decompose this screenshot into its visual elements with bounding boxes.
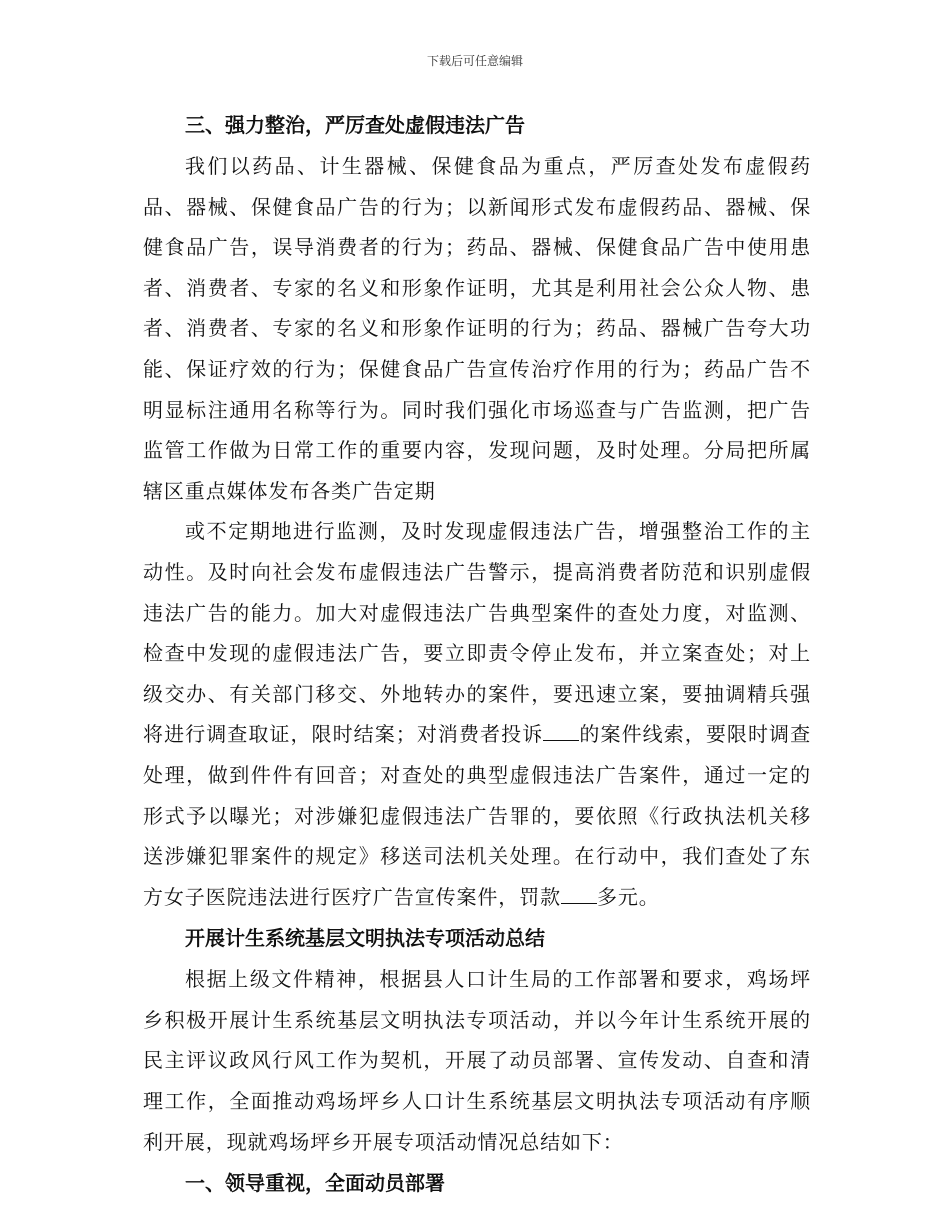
summary-title: 开展计生系统基层文明执法专项活动总结 bbox=[185, 926, 545, 951]
page-header: 下载后可任意编辑 bbox=[426, 54, 523, 68]
blank-underline bbox=[561, 883, 597, 904]
blank-underline bbox=[543, 720, 579, 741]
section-1-heading: 一、领导重视，全面动员部署 bbox=[185, 1171, 445, 1196]
paragraph-text: 的案件线索，要限时调查处理，做到件件有回音；对查处的典型虚假违法广告案件，通过一定的形式予以曝光；对涉嫌犯虚假违法广告罪的，要依照《行政执法机关移送涉嫌犯罪案件的规定》移送司法机关处理。在行动中，我们查处了东方女子医院违法进行医疗广告宣传案件，罚款 bbox=[143, 722, 811, 909]
document-body bbox=[143, 104, 811, 1204]
summary-intro-paragraph: 根据上级文件精神，根据县人口计生局的工作部署和要求，鸡场坪乡积极开展计生系统基层文明执法专项活动，并以今年计生系统开展的民主评议政风行风工作为契机，开展了动员部署、宣传发动、自查和清理工作，全面推动鸡场坪乡人口计生系统基层文明执法专项活动有序顺利开展，现就鸡场坪乡开展专项活动情况总结如下： bbox=[143, 967, 811, 1154]
paragraph-text: 多元。 bbox=[597, 884, 660, 909]
section-3-paragraph-1: 我们以药品、计生器械、保健食品为重点，严厉查处发布虚假药品、器械、保健食品广告的行为；以新闻形式发布虚假药品、器械、保健食品广告，误导消费者的行为；药品、器械、保健食品广告中使用患者、消费者、专家的名义和形象作证明，尤其是利用社会公众人物、患者、消费者、专家的名义和形象作证明的行为；药品、器械广告夸大功能、保证疗效的行为；保健食品广告宣传治疗作用的行为；药品广告不明显标注通用名称等行为。同时我们强化市场巡查与广告监测，把广告监管工作做为日常工作的重要内容，发现问题，及时处理。分局把所属辖区重点媒体发布各类广告定期 bbox=[143, 154, 811, 503]
paragraph-text: 或不定期地进行监测，及时发现虚假违法广告，增强整治工作的主动性。及时向社会发布虚假违法广告警示，提高消费者防范和识别虚假违法广告的能力。加大对虚假违法广告典型案件的查处力度，对监测、检查中发现的虚假违法广告，要立即责令停止发布，并立案查处；对上级交办、有关部门移交、外地转办的案件，要迅速立案，要抽调精兵强将进行调查取证，限时结案；对消费者投诉 bbox=[143, 519, 811, 747]
section-3-heading: 三、强力整治，严厉查处虚假违法广告 bbox=[185, 113, 525, 137]
section-3-paragraph-2 bbox=[143, 511, 811, 917]
